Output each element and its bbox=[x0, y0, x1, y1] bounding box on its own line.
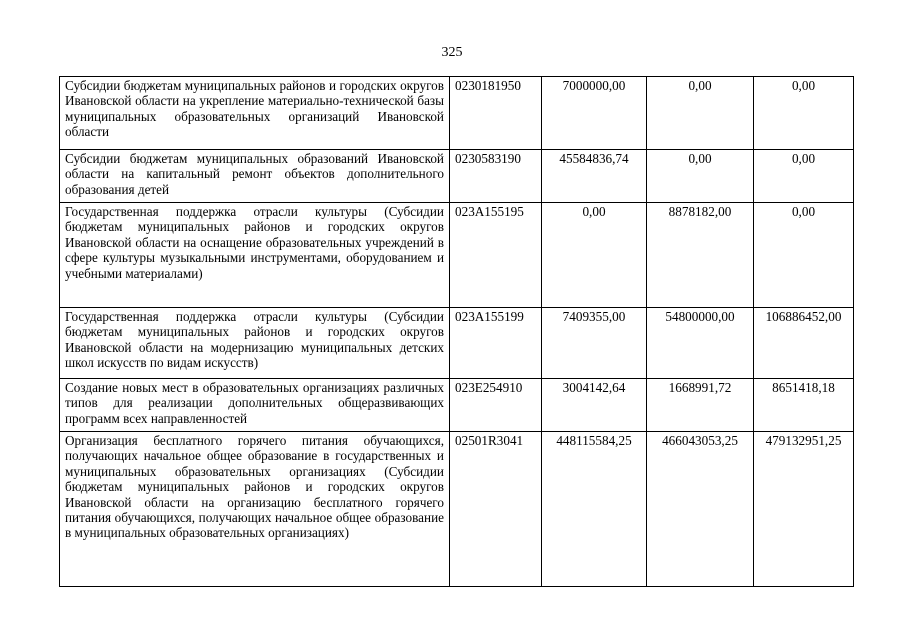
table-row bbox=[60, 379, 854, 432]
row-value-1: 3004142,64 bbox=[542, 379, 647, 432]
row-value-1: 45584836,74 bbox=[542, 150, 647, 203]
table-row bbox=[60, 432, 854, 587]
row-value-1: 0,00 bbox=[542, 203, 647, 308]
row-value-1: 7409355,00 bbox=[542, 308, 647, 379]
row-value-3: 0,00 bbox=[754, 77, 854, 150]
row-value-2: 466043053,25 bbox=[647, 432, 754, 587]
row-description: Государственная поддержка отрасли культуры (Субсидии бюджетам муниципальных районов и городских округов Ивановской области на модернизацию муниципальных детских школ искусств по видам искусств) bbox=[60, 308, 450, 379]
row-value-3: 106886452,00 bbox=[754, 308, 854, 379]
page-number: 325 bbox=[441, 45, 463, 60]
row-description: Субсидии бюджетам муниципальных районов и городских округов Ивановской области на укрепление материально-технической базы муниципальных образовательных организаций Ивановской области bbox=[60, 77, 450, 150]
row-value-3: 0,00 bbox=[754, 150, 854, 203]
row-code: 0230181950 bbox=[450, 77, 542, 150]
row-code: 023A155195 bbox=[450, 203, 542, 308]
row-value-1: 448115584,25 bbox=[542, 432, 647, 587]
table-row bbox=[60, 77, 854, 150]
row-description: Создание новых мест в образовательных организациях различных типов для реализации дополнительных общеразвивающих программ всех направленностей bbox=[60, 379, 450, 432]
row-code: 02501R3041 bbox=[450, 432, 542, 587]
row-value-1: 7000000,00 bbox=[542, 77, 647, 150]
row-description: Организация бесплатного горячего питания обучающихся, получающих начальное общее образование в государственных и муниципальных образовательных организациях (Субсидии бюджетам муниципальных районов и городских округов Ивановской области на организацию бесплатного горячего питания обучающихся, получающих начальное общее образование в муниципальных образовательных организациях) bbox=[60, 432, 450, 587]
row-value-2: 0,00 bbox=[647, 77, 754, 150]
row-value-2: 54800000,00 bbox=[647, 308, 754, 379]
row-value-2: 8878182,00 bbox=[647, 203, 754, 308]
table-row bbox=[60, 203, 854, 308]
row-value-3: 0,00 bbox=[754, 203, 854, 308]
row-value-2: 0,00 bbox=[647, 150, 754, 203]
row-code: 023E254910 bbox=[450, 379, 542, 432]
row-value-3: 479132951,25 bbox=[754, 432, 854, 587]
row-code: 023A155199 bbox=[450, 308, 542, 379]
row-description: Государственная поддержка отрасли культуры (Субсидии бюджетам муниципальных районов и городских округов Ивановской области на оснащение образовательных учреждений в сфере культуры музыкальными инструментами, оборудованием и учебными материалами) bbox=[60, 203, 450, 308]
table-row bbox=[60, 150, 854, 203]
table-row bbox=[60, 308, 854, 379]
row-code: 0230583190 bbox=[450, 150, 542, 203]
row-value-3: 8651418,18 bbox=[754, 379, 854, 432]
row-value-2: 1668991,72 bbox=[647, 379, 754, 432]
budget-table bbox=[59, 76, 854, 587]
row-description: Субсидии бюджетам муниципальных образований Ивановской области на капитальный ремонт объектов дополнительного образования детей bbox=[60, 150, 450, 203]
